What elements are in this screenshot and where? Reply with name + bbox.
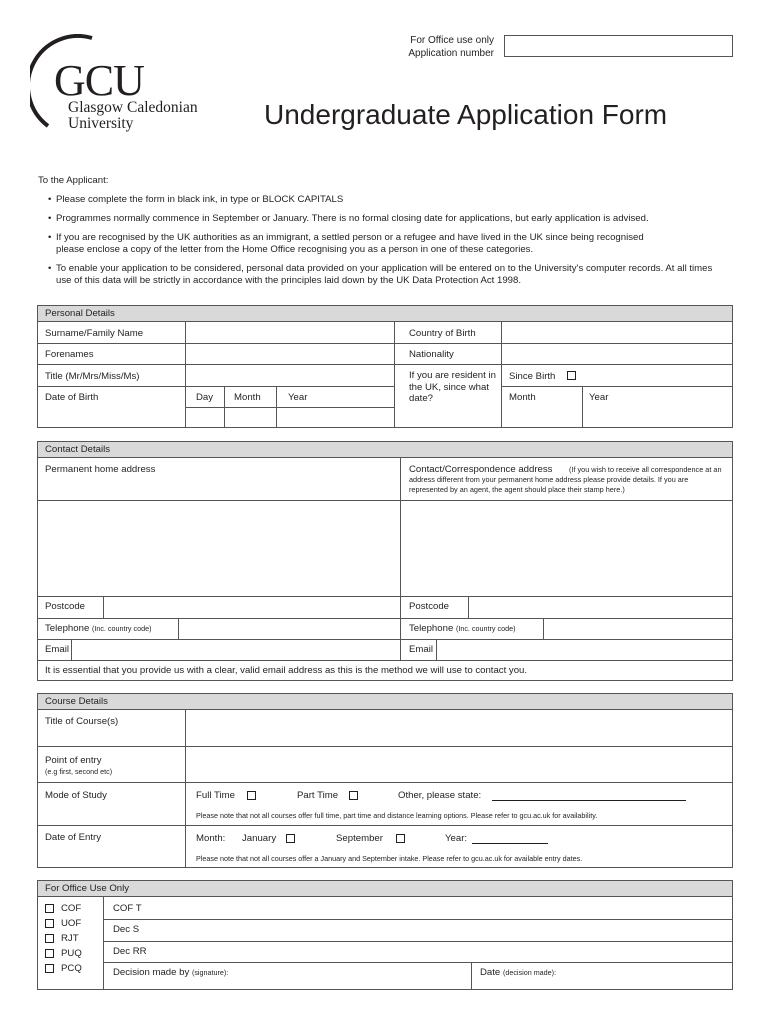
page-title: Undergraduate Application Form [264,99,668,130]
date-note: Please note that not all courses offer a January and September intake. Please refer to gcu.ac.uk for available entry dates. [196,854,583,863]
january-checkbox[interactable] [286,834,295,843]
postcode-label: Postcode [45,601,86,612]
email-field[interactable] [72,640,400,660]
mode-of-study-label: Mode of Study [45,790,107,801]
dob-day-label: Day [196,392,214,403]
nationality-label: Nationality [409,349,454,360]
entry-point-field[interactable] [186,747,732,782]
email-note: It is essential that you provide us with a clear, valid email address as this is the method we will use to contact you. [45,665,528,676]
other-label: Other, please state: [398,790,482,801]
corr-postcode-label: Postcode [409,601,450,612]
applicant-instructions [38,175,738,294]
part-time-label: Part Time [297,790,339,801]
telephone-field[interactable] [179,619,400,639]
dob-label: Date of Birth [45,392,99,403]
dec-rr-label: Dec RR [113,946,147,957]
corr-telephone-label: Telephone (Inc. country code) [409,623,516,634]
title-label: Title (Mr/Mrs/Miss/Ms) [45,371,140,382]
nationality-field[interactable] [502,344,732,364]
office-use-line: For Office use only [410,35,494,46]
office-code: PCQ [61,963,82,974]
postcode-field[interactable] [104,597,400,618]
pcq-checkbox[interactable] [45,964,54,973]
september-label: September [336,833,383,844]
date-of-entry-label: Date of Entry [45,832,101,843]
forenames-field[interactable] [186,344,394,364]
country-field[interactable] [502,322,732,343]
course-title-label: Title of Course(s) [45,716,119,727]
corr-email-label: Email [409,644,433,655]
january-label: January [242,833,277,844]
country-label: Country of Birth [409,328,476,339]
correspondence-note: (If you wish to receive all correspondence at an address different from your permanent home address please provide details. If you are represented by an agent, the agent should place their stamp here.) [409,465,722,494]
logo-name-line2: University [68,115,134,132]
entry-year-label: Year: [445,833,468,844]
decision-made-by-label: Decision made by (signature): [113,967,229,978]
since-birth-label: Since Birth [509,371,556,382]
dob-month-label: Month [234,392,261,403]
resident-month-label: Month [509,392,536,403]
other-mode-field[interactable] [492,800,686,801]
title-field[interactable] [186,365,394,386]
office-use-label [408,34,494,60]
logo-abbr: GCU [54,56,144,105]
dob-month-field[interactable] [225,408,276,428]
instruction-item: • To enable your application to be considered, personal data provided on your application will be entered on to the University’s computer records. At all times use of this data will be strictly in accordance with the principles laid down by the UK Data Protection Act 1998. [48,263,738,287]
office-code: PUQ [61,948,82,959]
dob-year-label: Year [288,392,308,403]
office-code: RJT [61,933,79,944]
full-time-label: Full Time [196,790,235,801]
email-label: Email [45,644,69,655]
course-title-field[interactable] [186,710,732,746]
course-details-section [37,693,733,868]
gcu-logo [34,34,234,144]
instruction-item: • Programmes normally commence in September or January. There is no formal closing date for applications, but early application is advised. [48,213,738,225]
correspondence-address-label: Contact/Correspondence address [409,464,553,475]
resident-year-label: Year [589,392,609,403]
telephone-label: Telephone (Inc. country code) [45,623,152,634]
office-code: UOF [61,918,82,929]
section-heading: For Office Use Only [38,881,732,897]
mode-note: Please note that not all courses offer full time, part time and distance learning options. Please refer to gcu.ac.uk for availability. [196,811,598,820]
section-heading: Course Details [38,694,732,710]
puq-checkbox[interactable] [45,949,54,958]
entry-year-field[interactable] [472,843,548,844]
entry-point-note: (e.g first, second etc) [45,767,113,776]
section-heading: Personal Details [38,306,732,322]
instruction-item: • If you are recognised by the UK authorities as an immigrant, a settled person or a refugee and have lived in the UK since being recognised please enclose a copy of the letter from the Home Office recognising you as a person in one of these categories. [48,232,738,256]
application-number-field[interactable] [504,35,733,57]
logo-name [68,100,198,132]
dob-year-field[interactable] [277,408,394,428]
surname-label: Surname/Family Name [45,328,144,339]
resident-month-field[interactable] [502,408,582,428]
application-number-label: Application number [408,48,494,59]
permanent-address-field[interactable] [39,501,400,596]
forenames-label: Forenames [45,349,94,360]
logo-name-line1: Glasgow Caledonian [68,99,198,116]
entry-month-label: Month: [196,833,226,844]
surname-field[interactable] [186,322,394,343]
cof-checkbox[interactable] [45,904,54,913]
rjt-checkbox[interactable] [45,934,54,943]
since-birth-checkbox[interactable] [567,371,576,380]
dob-day-field[interactable] [186,408,224,428]
corr-postcode-field[interactable] [469,597,732,618]
corr-telephone-field[interactable] [544,619,732,639]
instruction-item: • Please complete the form in black ink, in type or BLOCK CAPITALS [48,194,738,206]
personal-details-section [37,305,733,428]
september-checkbox[interactable] [396,834,405,843]
section-heading: Contact Details [38,442,732,458]
contact-details-section [37,441,733,681]
resident-year-field[interactable] [583,408,732,428]
part-time-checkbox[interactable] [349,791,358,800]
office-code: COF [61,903,82,914]
permanent-address-label: Permanent home address [45,464,156,475]
correspondence-address-field[interactable] [401,501,732,596]
dec-s-label: Dec S [113,924,140,935]
cof-t-label: COF T [113,903,142,914]
instructions-lead: To the Applicant: [38,175,109,186]
full-time-checkbox[interactable] [247,791,256,800]
entry-point-label: Point of entry [45,755,102,766]
office-use-section [37,880,733,990]
corr-email-field[interactable] [437,640,732,660]
instructions-list [38,194,738,287]
uof-checkbox[interactable] [45,919,54,928]
decision-date-label: Date (decision made): [480,967,557,978]
resident-label: If you are resident in the UK, since what date? [409,370,496,404]
